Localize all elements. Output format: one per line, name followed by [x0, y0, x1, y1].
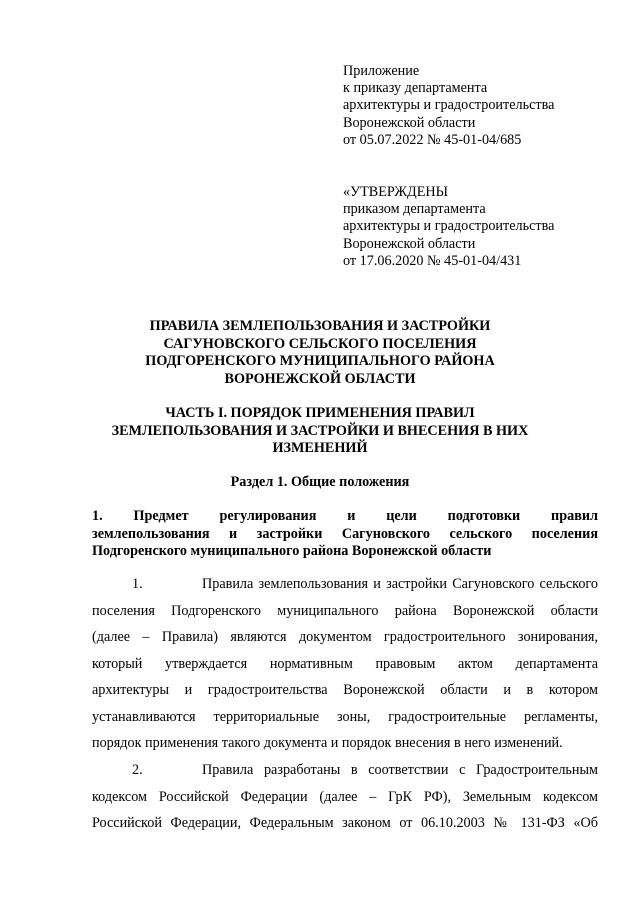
appendix-note [343, 63, 613, 149]
appendix-line: от 05.07.2022 № 45-01-04/685 [343, 131, 522, 148]
appendix-line: к приказу департамента [343, 80, 488, 97]
paragraph-1 [92, 571, 598, 757]
paragraph-line: кодексом Российской Федерации (далее – ГрК РФ), Земельным кодексом [92, 788, 598, 805]
paragraph-line: порядок применения такого документа и порядок внесения в него изменений. [92, 735, 563, 751]
title-line: САГУНОВСКОГО СЕЛЬСКОГО ПОСЕЛЕНИЯ [163, 335, 477, 352]
article-heading [92, 508, 598, 561]
approval-line: «УТВЕРЖДЕНЫ [343, 184, 448, 200]
article-heading-line: землепользования и застройки Сагуновского сельского поселения [92, 525, 598, 542]
title-line: ПОДГОРЕНСКОГО МУНИЦИПАЛЬНОГО РАЙОНА [145, 353, 495, 370]
document-title [70, 318, 570, 388]
approval-stamp-text [343, 184, 613, 270]
paragraph-line: устанавливаются территориальные зоны, градостроительные регламенты, [92, 708, 598, 725]
article-heading-line: 1. Предмет регулирования и цели подготовки правил [92, 508, 598, 524]
approval-line: Воронежской области [343, 235, 476, 252]
part-title-line: ЗЕМЛЕПОЛЬЗОВАНИЯ И ЗАСТРОЙКИ И ВНЕСЕНИЯ В НИХ [111, 422, 529, 439]
approval-line: архитектуры и градостроительства [343, 218, 555, 235]
approval-line: от 17.06.2020 № 45-01-04/431 [343, 252, 522, 269]
paragraph-line: (далее – Правила) являются документом градостроительного зонирования, [92, 629, 598, 645]
section-title: Раздел 1. Общие положения [230, 474, 410, 490]
appendix-line: Воронежской области [343, 114, 476, 131]
approval-line: приказом департамента [343, 201, 486, 218]
paragraph-line: Правила землепользования и застройки Сагуновского сельского [202, 576, 598, 592]
appendix-line: Приложение [343, 63, 420, 79]
paragraph-line: архитектуры и градостроительства Воронежской области и в котором [92, 682, 598, 698]
paragraph-number: 2. [132, 762, 143, 778]
title-line: ПРАВИЛА ЗЕМЛЕПОЛЬЗОВАНИЯ И ЗАСТРОЙКИ [149, 318, 491, 334]
paragraph-line: который утверждается нормативным правовым актом департамента [92, 655, 598, 672]
paragraph-number: 1. [132, 576, 143, 592]
title-line: ВОРОНЕЖСКОЙ ОБЛАСТИ [224, 370, 416, 387]
paragraph-2 [92, 757, 598, 837]
part-title [70, 405, 570, 458]
article-heading-line: Подгоренского муниципального района Воронежской области [92, 543, 492, 560]
paragraph-line: Российской Федерации, Федеральным законом от 06.10.2003 № 131-ФЗ «Об [92, 815, 598, 831]
part-title-line: ИЗМЕНЕНИЙ [272, 440, 368, 457]
paragraph-line: Правила разработаны в соответствии с Градостроительным [202, 762, 598, 778]
part-title-line: ЧАСТЬ I. ПОРЯДОК ПРИМЕНЕНИЯ ПРАВИЛ [165, 405, 475, 421]
paragraph-line: поселения Подгоренского муниципального района Воронежской области [92, 602, 598, 619]
appendix-line: архитектуры и градостроительства [343, 97, 555, 114]
